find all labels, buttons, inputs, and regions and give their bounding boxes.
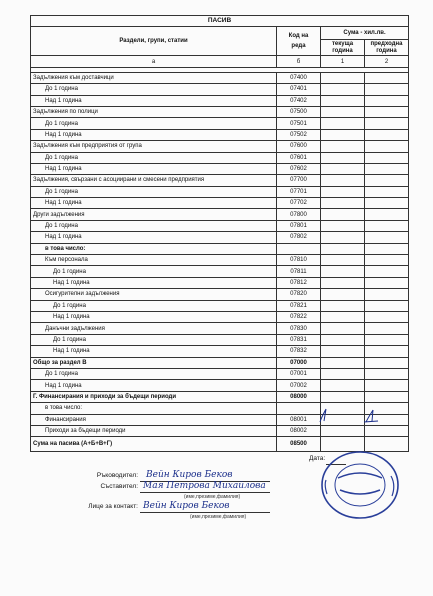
- contact-name-hint: (име,презиме,фамилия): [190, 514, 247, 520]
- table-row: [31, 368, 409, 379]
- table-row: [31, 198, 409, 209]
- row-label: До 1 година: [31, 300, 277, 311]
- prior-year-cell: [365, 334, 409, 345]
- row-code: 08500: [277, 437, 321, 452]
- row-label: Над 1 година: [31, 380, 277, 391]
- row-label: Други задължения: [31, 209, 277, 220]
- current-year-cell: [321, 346, 365, 357]
- row-label: в това число:: [31, 243, 277, 254]
- row-code: 07831: [277, 334, 321, 345]
- row-code: 07821: [277, 300, 321, 311]
- current-year-cell: [321, 391, 365, 402]
- current-year-cell: [321, 118, 365, 129]
- row-code: 08001: [277, 414, 321, 425]
- row-code: 07002: [277, 380, 321, 391]
- prior-year-cell: [365, 95, 409, 106]
- row-label: Задължения към предприятия от група: [31, 141, 277, 152]
- table-row: [31, 266, 409, 277]
- current-year-cell: [321, 255, 365, 266]
- prior-year-cell: [365, 311, 409, 322]
- row-label: Осигурителни задължения: [31, 289, 277, 300]
- table-title: ПАСИВ: [31, 16, 409, 27]
- row-code: 07600: [277, 141, 321, 152]
- current-year-cell: [321, 129, 365, 140]
- row-label: Сума на пасива (А+Б+В+Г): [31, 437, 277, 452]
- table-row: [31, 129, 409, 140]
- table-row: [31, 186, 409, 197]
- row-label: Г. Финансирания и приходи за бъдещи периоди: [31, 391, 277, 402]
- preparer-name-hint: (име,презиме,фамилия): [184, 494, 241, 500]
- table-row: [31, 232, 409, 243]
- current-year-cell: [321, 72, 365, 83]
- preparer-label: Съставител:: [100, 483, 138, 490]
- table-row: [31, 175, 409, 186]
- row-code: 07001: [277, 368, 321, 379]
- amount-header: Сума - хил.лв.: [321, 27, 409, 40]
- current-year-cell: [321, 220, 365, 231]
- prior-year-cell: [365, 106, 409, 117]
- prior-year-cell: [365, 266, 409, 277]
- current-year-cell: [321, 95, 365, 106]
- contact-handwritten-name: Вейн Киров Беков: [143, 501, 230, 511]
- row-code: 07602: [277, 163, 321, 174]
- row-label: Задължения по полици: [31, 106, 277, 117]
- table-row: [31, 141, 409, 152]
- row-label: Над 1 година: [31, 232, 277, 243]
- manager-handwritten-name: Вейн Киров Беков: [146, 470, 233, 480]
- current-year-cell: [321, 163, 365, 174]
- row-label: До 1 година: [31, 266, 277, 277]
- row-code: 07822: [277, 311, 321, 322]
- sections-header: Раздели, групи, статии: [31, 27, 277, 56]
- total-row-pen-marks: [312, 408, 396, 424]
- row-code: 07500: [277, 106, 321, 117]
- row-code: 07401: [277, 84, 321, 95]
- prior-year-cell: [365, 141, 409, 152]
- table-row: [31, 163, 409, 174]
- date-label: Дата:: [309, 455, 326, 462]
- table-row: [31, 380, 409, 391]
- row-code: 07400: [277, 72, 321, 83]
- current-year-cell: [321, 357, 365, 368]
- row-label: До 1 година: [31, 368, 277, 379]
- row-code: 07832: [277, 346, 321, 357]
- row-code: 07402: [277, 95, 321, 106]
- row-label: Над 1 година: [31, 163, 277, 174]
- row-label: Общо за раздел В: [31, 357, 277, 368]
- row-code: 08002: [277, 425, 321, 436]
- current-year-cell: [321, 84, 365, 95]
- table-row: [31, 72, 409, 83]
- row-label: До 1 година: [31, 334, 277, 345]
- table-row: [31, 311, 409, 322]
- table-row: [31, 243, 409, 254]
- prior-year-cell: [365, 289, 409, 300]
- prior-year-cell: [365, 300, 409, 311]
- current-year-cell: [321, 380, 365, 391]
- current-year-cell: [321, 209, 365, 220]
- table-row: [31, 152, 409, 163]
- col-b-label: б: [277, 56, 321, 67]
- col-1-label: 1: [321, 56, 365, 67]
- row-code: 07820: [277, 289, 321, 300]
- table-row: [31, 84, 409, 95]
- table-row: [31, 300, 409, 311]
- table-row: [31, 209, 409, 220]
- row-code: 07810: [277, 255, 321, 266]
- current-year-cell: [321, 311, 365, 322]
- prior-year-cell: [365, 186, 409, 197]
- prior-year-cell: [365, 163, 409, 174]
- prior-year-cell: [365, 209, 409, 220]
- prior-year-cell: [365, 255, 409, 266]
- row-code: 07812: [277, 277, 321, 288]
- current-year-header: текуща година: [321, 39, 365, 55]
- row-code: 07700: [277, 175, 321, 186]
- row-label: Задължения към доставчици: [31, 72, 277, 83]
- table-row: [31, 277, 409, 288]
- table-row: [31, 255, 409, 266]
- row-label: Над 1 година: [31, 346, 277, 357]
- row-label: До 1 година: [31, 152, 277, 163]
- prior-year-cell: [365, 220, 409, 231]
- current-year-cell: [321, 175, 365, 186]
- table-row: [31, 323, 409, 334]
- prior-year-cell: [365, 380, 409, 391]
- row-label: Над 1 година: [31, 311, 277, 322]
- current-year-cell: [321, 198, 365, 209]
- table-row: [31, 106, 409, 117]
- row-label: Финансирания: [31, 414, 277, 425]
- prior-year-cell: [365, 198, 409, 209]
- current-year-cell: [321, 186, 365, 197]
- contact-label: Лице за контакт:: [88, 503, 138, 510]
- liabilities-table: [30, 15, 409, 452]
- table-row: [31, 118, 409, 129]
- current-year-cell: [321, 334, 365, 345]
- row-label: Данъчни задължения: [31, 323, 277, 334]
- row-code: 07502: [277, 129, 321, 140]
- row-code: 07830: [277, 323, 321, 334]
- col-2-label: 2: [365, 56, 409, 67]
- prior-year-cell: [365, 323, 409, 334]
- current-year-cell: [321, 425, 365, 436]
- row-code: 07701: [277, 186, 321, 197]
- current-year-cell: [321, 266, 365, 277]
- table-row: [31, 346, 409, 357]
- row-label: Над 1 година: [31, 95, 277, 106]
- prior-year-cell: [365, 346, 409, 357]
- table-row: [31, 391, 409, 402]
- row-code: 07000: [277, 357, 321, 368]
- code-header: Код на реда: [277, 27, 321, 56]
- row-code: 07801: [277, 220, 321, 231]
- current-year-cell: [321, 232, 365, 243]
- prior-year-cell: [365, 84, 409, 95]
- prior-year-cell: [365, 357, 409, 368]
- preparer-handwritten-name: Мая Петрова Михайлова: [143, 481, 266, 491]
- row-code: 07802: [277, 232, 321, 243]
- table-row: [31, 289, 409, 300]
- row-label: Приходи за бъдещи периоди: [31, 425, 277, 436]
- prior-year-cell: [365, 277, 409, 288]
- table-row: [31, 95, 409, 106]
- table-row: [31, 220, 409, 231]
- row-code: 07601: [277, 152, 321, 163]
- prior-year-cell: [365, 425, 409, 436]
- row-label: До 1 година: [31, 84, 277, 95]
- row-label: в това число:: [31, 403, 277, 414]
- row-label: Над 1 година: [31, 129, 277, 140]
- prior-year-cell: [365, 232, 409, 243]
- prior-year-cell: [365, 175, 409, 186]
- prior-year-cell: [365, 391, 409, 402]
- row-code: 07800: [277, 209, 321, 220]
- current-year-cell: [321, 152, 365, 163]
- company-stamp: [318, 448, 402, 522]
- current-year-cell: [321, 323, 365, 334]
- prior-year-cell: [365, 243, 409, 254]
- row-label: До 1 година: [31, 118, 277, 129]
- prior-year-cell: [365, 368, 409, 379]
- row-label: Над 1 година: [31, 277, 277, 288]
- prior-year-header: предходна година: [365, 39, 409, 55]
- current-year-cell: [321, 141, 365, 152]
- prior-year-cell: [365, 152, 409, 163]
- table-body: [31, 72, 409, 452]
- row-label: Към персонала: [31, 255, 277, 266]
- table-row: [31, 334, 409, 345]
- current-year-cell: [321, 300, 365, 311]
- row-label: До 1 година: [31, 220, 277, 231]
- manager-label: Ръководител:: [96, 472, 138, 479]
- row-code: 08000: [277, 391, 321, 402]
- prior-year-cell: [365, 118, 409, 129]
- col-a-label: а: [31, 56, 277, 67]
- current-year-cell: [321, 368, 365, 379]
- row-label: Над 1 година: [31, 198, 277, 209]
- row-label: До 1 година: [31, 186, 277, 197]
- prior-year-cell: [365, 129, 409, 140]
- row-code: [277, 243, 321, 254]
- current-year-cell: [321, 243, 365, 254]
- row-code: 07702: [277, 198, 321, 209]
- table-row: [31, 357, 409, 368]
- table-row: [31, 425, 409, 436]
- row-code: 07501: [277, 118, 321, 129]
- current-year-cell: [321, 277, 365, 288]
- prior-year-cell: [365, 72, 409, 83]
- row-code: 07811: [277, 266, 321, 277]
- current-year-cell: [321, 106, 365, 117]
- current-year-cell: [321, 289, 365, 300]
- row-label: Задължения, свързани с асоциирани и смесени предприятия: [31, 175, 277, 186]
